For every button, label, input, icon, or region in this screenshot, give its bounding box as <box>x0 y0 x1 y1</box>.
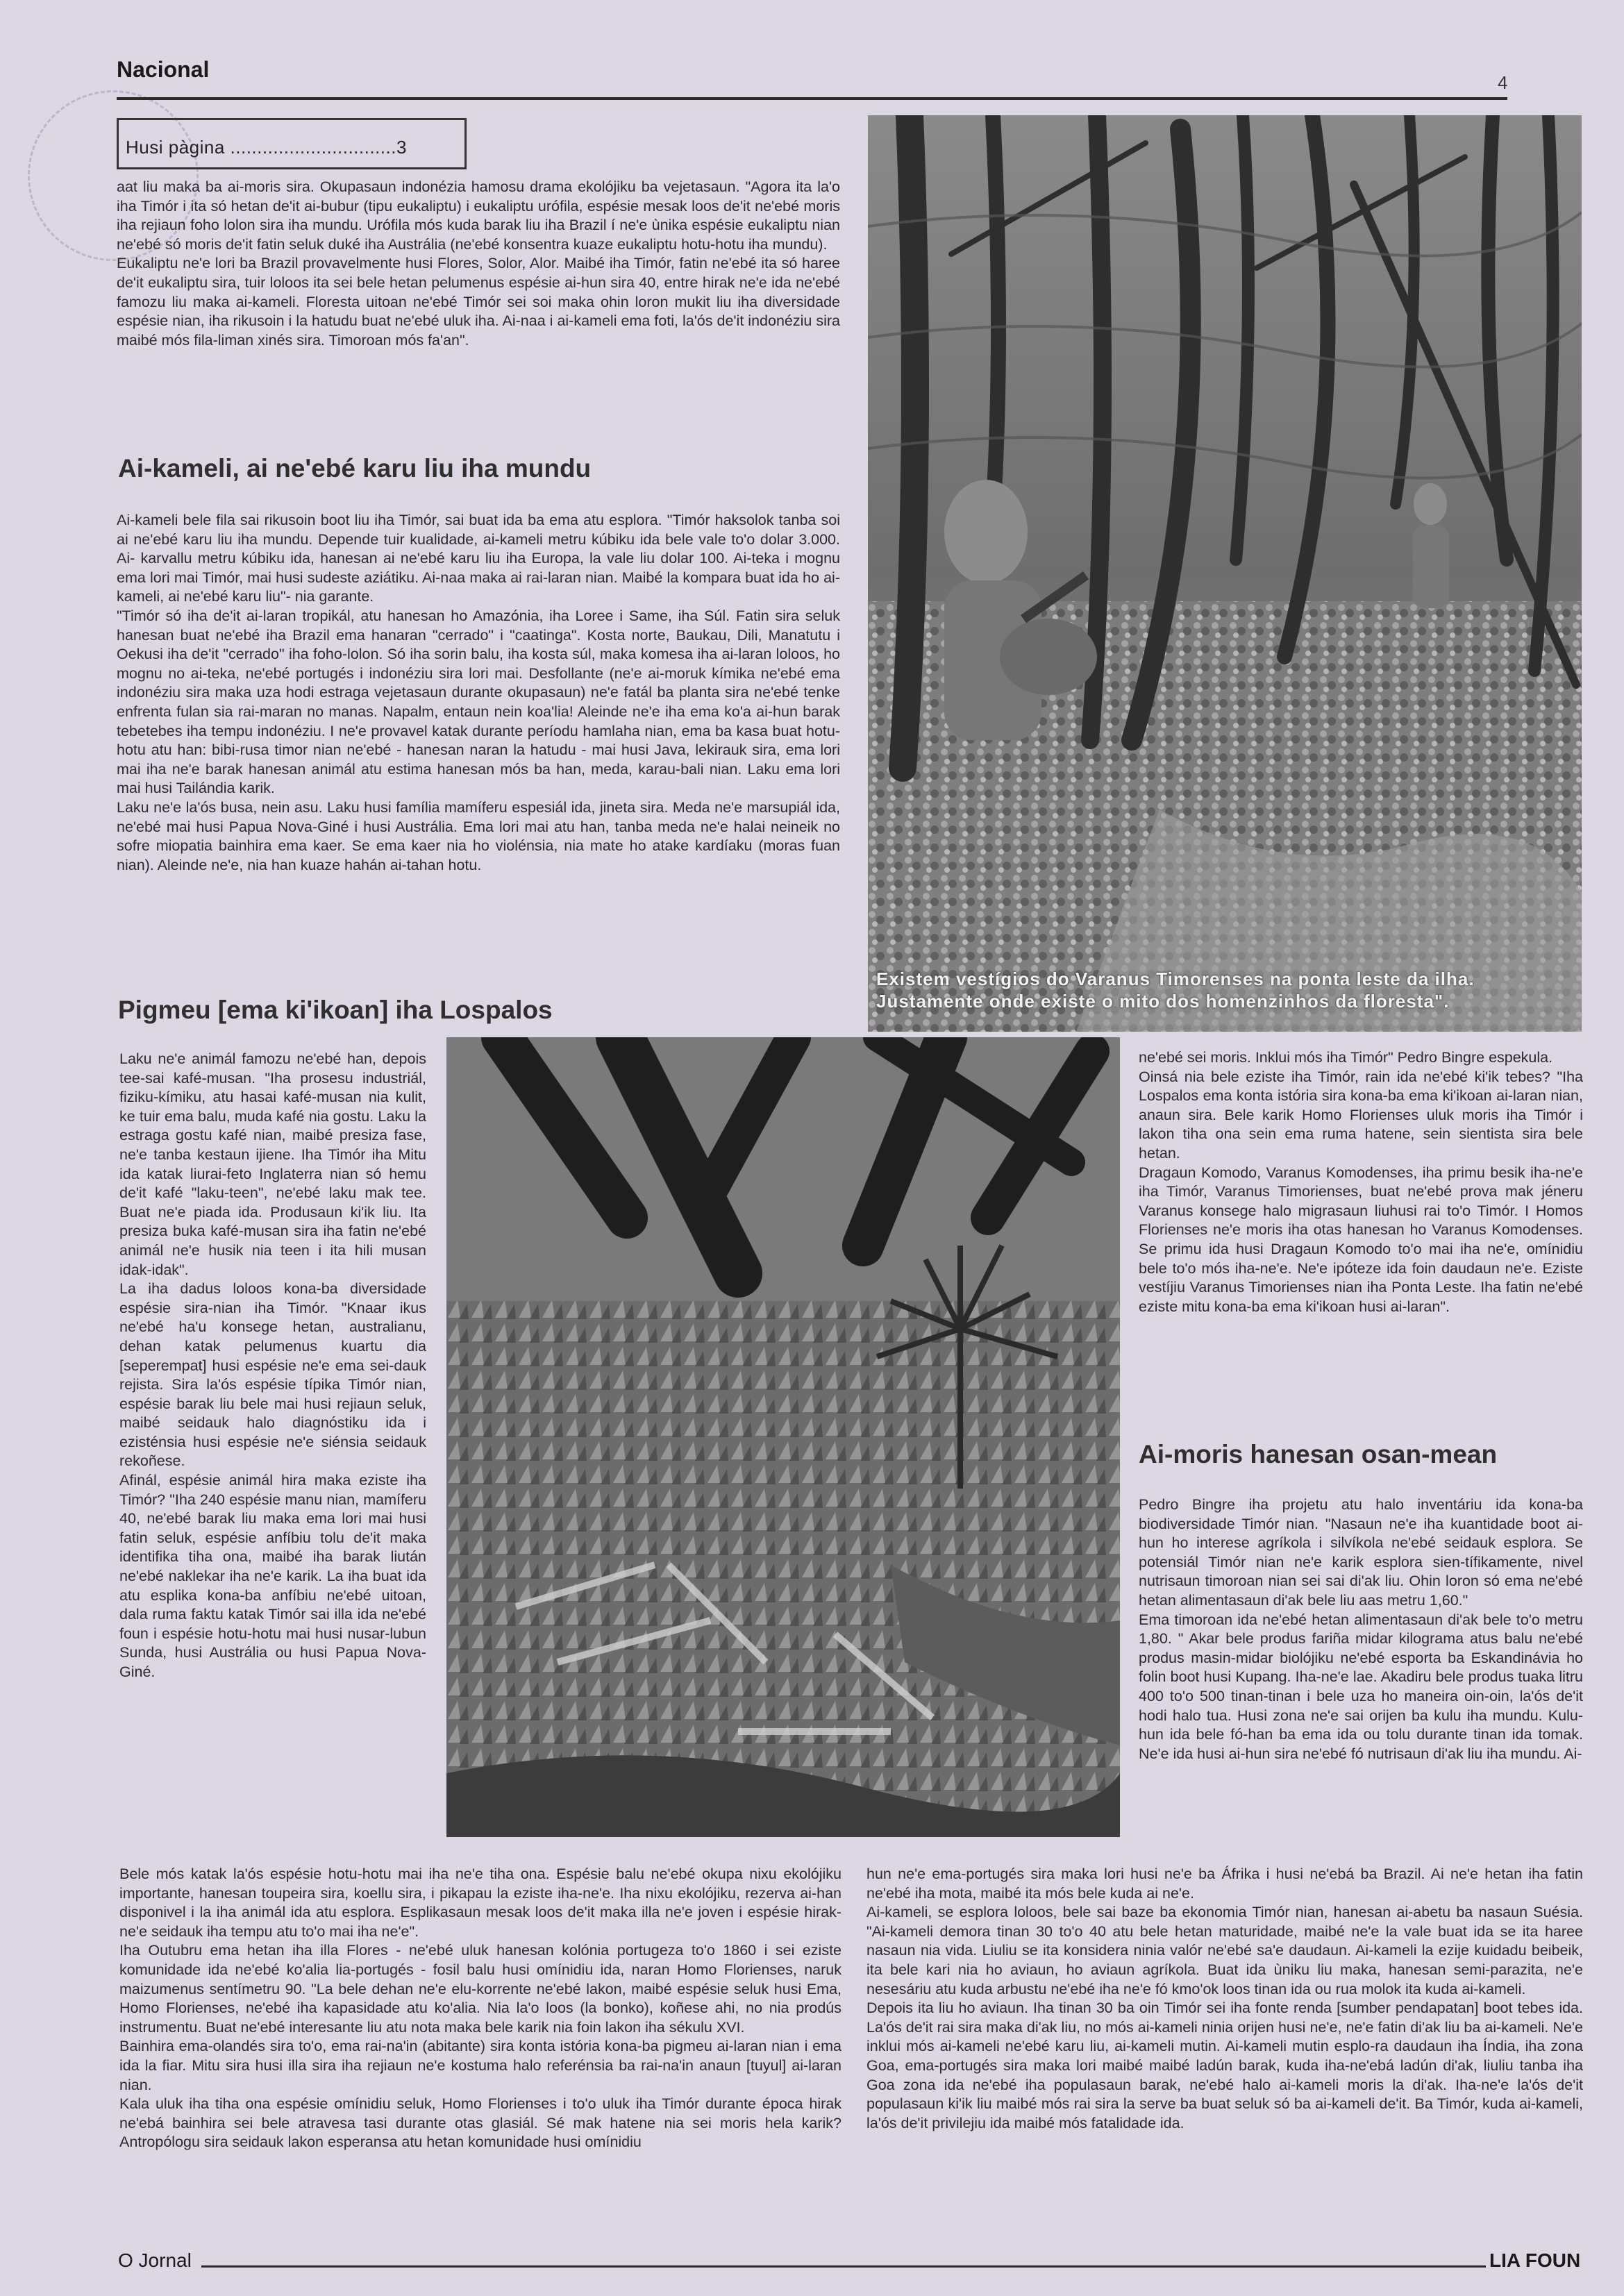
footer-rule <box>201 2265 1486 2268</box>
forest-figures-illustration <box>868 115 1582 1032</box>
heading-ai-moris: Ai-moris hanesan osan-mean <box>1139 1440 1498 1468</box>
paragraph: Ema timoroan ida ne'ebé hetan alimentasaun di'ak bele to'o metru 1,80. " Akar bele produs fariña midar kilograma atus balu ne'ebé produs masin-midar biolójiku ne'ebé esporta ba Eskandinávia ho folin boot husi Kupang. Iha-ne'e lae. Akadiru bele produs tuaka litru 400 to'o 500 tinan-tinan i bele uza ho maneira oin-oin, la'ós de'it hodi halo tua. Husi zona ne'e sai orijen ba kulu iha mundu. Kulu-hun ida bele fó-han ba ema ida ou tolu durante tinan ida tomak. Ne'e ida husi ai-hun sira ne'ebé fó nutrisaun di'ak liu iha mundu. Ai- <box>1139 1611 1583 1762</box>
paragraph: Iha Outubru ema hetan iha illa Flores - ne'ebé uluk hanesan kolónia portugeza to'o 1860 i sei eziste komunidade ida ne'ebé ko'alia lia-portugés - fosil balu husi omínidiu ida, naran Homo Florienses, naruk maizumenus sentímetru 90. "La bele dehan ne'e elu-korrente ne'ebé lakon, maibé espésie seluk husi Ema, Homo Florienses, ne'ebé iha kapasidade atu ko'alia. Nia la'o loos (la bonko), koñese ahi, no nia prodús instrumentu. Buat ne'ebé interesante liu atu nota maka bele karik nia foin lakon iha sékulu XVI. <box>119 1942 842 2036</box>
header-rule <box>117 97 1507 100</box>
paragraph: Kala uluk iha tiha ona espésie omínidiu seluk, Homo Florienses i to'o uluk iha Timór durante época hirak ne'ebá bainhira sei bele atravesa tasi durante otas glasiál. Sé mak hatene nia sei moris hela karik? Antropólogu sira seidauk lakon esperansa atu hetan komunidade husi omínidiu <box>119 2095 842 2151</box>
paragraph: Laku ne'e la'ós busa, nein asu. Laku husi família mamíferu espesiál ida, jineta sira. Meda ne'e marsupiál ida, ne'ebé mai husi Papua Nova-Giné i husi Austrália. Ema lori mai atu han, tanba meda ne'e halai neineik no sofre miopatia bainhira ema kaer. Se ema kaer nia ho violénsia, nia mate ho atake kardíaku (moras fuan nian). Aleinde ne'e, nia han kuaze hahán ai-tahan hotu. <box>117 798 840 873</box>
figure-right <box>1413 483 1449 608</box>
paragraph: Afinál, espésie animál hira maka eziste iha Timór? "Iha 240 espésie manu nian, mamíferu 40, ne'ebé barak liu maka ema lori mai husi fatin seluk, espésie anfíbiu tolu de'it maka identifika tiha ona, maibé iha barak liután ne'ebé naklekar iha ne'e karik. La iha buat ida atu esplika kona-ba anfíbiu ne'ebé uitoan, dala ruma faktu katak Timór sai illa ida ne'ebé foun i espésie hotu-hotu mai husi nusar-lubun Sunda, husi Austrália ou husi Papua Nova-Giné. <box>119 1472 426 1680</box>
paragraph: ne'ebé sei moris. Inklui mós iha Timór" Pedro Bingre espekula. <box>1139 1049 1553 1066</box>
photo-caption: Existem vestígios do Varanus Timorenses na ponta leste da ilha. Justamente onde existe o mito dos homenzinhos da floresta". <box>876 969 1475 1012</box>
heading-pigmeu: Pigmeu [ema ki'ikoan] iha Lospalos <box>118 996 553 1024</box>
page-reference-label: Husi pàgina ...............................3 <box>126 137 407 158</box>
paragraph: Bele mós katak la'ós espésie hotu-hotu mai iha ne'e tiha ona. Espésie balu ne'ebé okupa nixu ekolójiku importante, hanesan toupeira sira, koellu sira, i pikapau la eziste iha-ne'e. Iha nixu ekolójiku, rezerva ai-han disponivel i la iha animál ida atu esplora. Esplikasaun mesak loos de'it maka illa ne'e joven i espésie hirak-ne'e seidauk iha tempu atu to'o mai iha ne'e". <box>119 1866 842 1940</box>
narrow-column <box>119 1050 426 1682</box>
paragraph: "Timór só iha de'it ai-laran tropikál, atu hanesan ho Amazónia, iha Loree i Same, iha Súl. Fatin sira seluk hanesan buat ne'ebé iha Brazil ema hanaran "cerrado" i "caatinga". Kosta norte, Baukau, Dili, Manatutu i Oekusi iha de'it "cerrado" iha foho-lolon. Só iha sorin balu, iha kosta súl, maka komesa iha ai-laran loloos, ho mognu no ai-teka, ne'ebé portugés i indonéziu sira lori mai. Desfollante (ne'e ai-moruk kímika ne'ebé ema indonéziu sira maka uza hodi estraga vejetasaun durante okupasaun) ne'e fatál ba planta sira ne'ebé tenke enfrenta fulan sia rai-maran no manas. Napalm, entaun nein koa'lia! Aleinde ne'e iha ema ko'a ai-hun barak tebetebes iha tempu indonéziu. I ne'e provavel katak durante períodu hamlaha nian, ema ba kasa buat hotu-hotu atu han: bibi-rusa timor nian ne'ebé - hanesan naran la hatudu - mai husi Java, lekirauk sira, ema lori mai iha ne'e barak hanesan animál atu estima hanesan mós ba han, meda, karau-bali nian. Laku ema lori mai husi Tailándia karik. <box>117 607 840 797</box>
paragraph: Bainhira ema-olandés sira to'o, ema rai-na'in (abitante) sira konta istória kona-ba pigmeu ai-laran nian i ema ida la fiar. Mitu sira husi illa sira iha rejiaun ne'e kostuma halo referénsia ba rai-na'in anaun [tuyul] ai-laran nian. <box>119 2038 842 2093</box>
paragraph: hun ne'e ema-portugés sira maka lori husi ne'e ba Áfrika i husi ne'ebá ba Brazil. Ai ne'e hetan iha fatin ne'ebé iha mota, maibé ita mós bele kuda ai ne'e. <box>867 1866 1583 1902</box>
footer-publication: O Jornal <box>118 2249 192 2271</box>
paragraph: Pedro Bingre iha projetu atu halo inventáriu ida kona-ba biodiversidade Timór nian. "Nasaun ne'e iha kuantidade boot ai-hun ho interese agríkola i silvíkola ne'ebé seidauk esplora. Se potensiál Timór nian ne'e karik esplora sien-tífikamente, nivel nutrisaun timoroan nian sei sai di'ak liu. Ohin loron só ema ne'ebé hetan alimentasaun di'ak bele liu aas metru 1,60." <box>1139 1496 1583 1609</box>
page-reference-box <box>117 118 467 169</box>
paragraph: Depois ita liu ho aviaun. Iha tinan 30 ba oin Timór sei iha fonte renda [sumber pendapatan] boot tebes ida. La'ós de'it rai sira maka di'ak liu, no mós ai-kameli ninia orijen husi ne'e, ne'e fatin di'ak liu ba ai-kameli. Ne'e inklui mós ai-kameli ne'ebé karu liu, ai-kameli mutin. Ai-kameli mutin esplo-ra daudaun iha Índia, iha zona Goa, ema-portugés sira maka lori maibé maibé ladún barak, kuda iha-ne'ebá ladún di'ak, liuliu tanba iha Goa zona ida ne'ebé iha populasaun barak, ne'ebé halo ai-kameli moris la di'ak. Iha-ne'e la'ós de'it populasaun ki'ik liu maibé mós rai sira la serve ba buat seluk só ba ai-kameli de'it. Ba Timór, kuda ai-kameli, la'ós de'it privilejiu ida maibé mós fatalidade ida. <box>867 2000 1583 2131</box>
page-number: 4 <box>1498 72 1508 93</box>
paragraph: Ai-kameli, se esplora loloos, bele sai baze ba ekonomia Timór nian, hanesan ai-abetu ba nasaun Suésia. "Ai-kameli demora tinan 30 to'o 40 atu bele hetan maturidade, maibé ne'e la vale buat ida se ita haree nasaun nia vida. Liuliu se ita konsidera ninia valór ne'ebé sa'e daudaun. Ai-kameli la ezije kuidadu beibeik, ita bele kari nia ho aviaun, ho aviaun agríkola. Buat ida ùniku liu maka, hanesan semi-parazita, ne'e nesesáriu atu kuda arbustu ne'ebé iha ne'e fó kmo'ok loos tinan ida ou rua molok ita kuda ai-kameli. <box>867 1904 1583 1997</box>
paragraph: Ai-kameli bele fila sai rikusoin boot liu iha Timór, sai buat ida ba ema atu esplora. "Timór haksolok tanba soi ai ne'ebé karu liu iha mundu. Depende tuir kualidade, ai-kameli metru kúbiku ida bele vale to'o dolar 3.000. Ai- karvallu metru kúbiku ida, hanesan ai ne'ebé karu liu iha Europa, la vale liu dolar 100. Ai-teka i mognu ema lori mai Timór, mai husi sudeste aziátiku. Ai-naa maka ai rai-laran nian. Maibé la kompara buat ida ho ai-kameli, ai ne'ebé karu liu"- nia garante. <box>117 512 840 605</box>
paragraph: Eukaliptu ne'e lori ba Brazil provavelmente husi Flores, Solor, Alor. Maibé iha Timór, fatin ne'ebé ita só haree de'it eukaliptu sira, tuir loloos ita sei bele hetan pelumenus espésie ai-hun sira 40, entre hirak ne'e ida ne'ebé famozu liu maka ai-kameli. Floresta uitoan ne'ebé Timór sei soi maka ohin loron mukit liu iha diversidade espésie nian, iha rikusoin i la hatudu buat ne'ebé uluk iha. Ai-naa i ai-kameli ema foti, la'ós de'it indonéziu sira maibé mós fila-liman xinés sira. Timoroan mós fa'an". <box>117 255 840 349</box>
footer-section: LIA FOUN <box>1489 2249 1581 2271</box>
paragraph: Dragaun Komodo, Varanus Komodenses, iha primu besik iha-ne'e iha Timór, Varanus Timorienses, buat ne'ebé prova mak jéneru Varanus konsege halo migrasaun liuhusi rai to'o Timór. I Homos Florienses ne'e moris iha otas hanesan ho Varanus Komodenses. Se primu ida husi Dragaun Komodo to'o mai iha ne'e, omínidiu bele to'o mós iha-ne'e. Ne'e ipóteze ida foin daudaun ne'e. Eziste vestíjiu Varanus Timorienses nian iha Ponta Leste. Iha fatin ne'ebé eziste mitu kona-ba ema ki'ikoan husi ai-laran". <box>1139 1164 1583 1315</box>
paragraph: Laku ne'e animál famozu ne'ebé han, depois tee-sai kafé-musan. "Iha prosesu industriál, fiziku-kímiku, atu hasai kafé-musan nia kulit, ke tuir ema balu, muda kafé nia gostu. Laku la estraga gostu kafé nian, maibé presiza fase, ne'e tanba kestaun ijiene. Iha Timór iha Mitu ida katak liurai-feto Inglaterra nian só hemu de'it kafé "laku-teen", ne'ebé laku mak tee. Buat ne'e piada ida. Produsaun ki'ik liu. Ita presiza buka kafé-musan sira iha fatin ne'ebé animál ne'e husik nia teen i ita hili musan idak-idak". <box>119 1050 426 1278</box>
heading-ai-kameli: Ai-kameli, ai ne'ebé karu liu iha mundu <box>118 454 592 483</box>
paragraph: Oinsá nia bele eziste iha Timór, rain ida ne'ebé ki'ik tebes? "Iha Lospalos ema konta istória sira kona-ba ema ki'ikoan ai-laran nian, anaun sira. Bele karik Homo Florienses uluk moris iha Timór i lakon tiha ona sein ema ruma hatene, sein sientista sira bele hetan. <box>1139 1068 1583 1162</box>
section-title: Nacional <box>117 57 210 82</box>
paragraph: aat liu maka ba ai-moris sira. Okupasaun indonézia hamosu drama ekolójiku ba vejetasaun. "Agora ita la'o iha Timór i ita só hetan de'it ai-bubur (tipu eukaliptu) i eukaliptu urófila, espésie mesak loos de'it ne'ebé moris iha rejiaun foho lolon sira iha mundu. Urófila mós kuda barak liu iha Brazil í ne'e ùnika espésie eukaliptu nian ne'ebé só moris de'it fatin seluk duké iha Austrália (ne'ebé konsentra kuaze eukaliptu hotu-hotu iha mundu). <box>117 178 840 253</box>
bottom-left-column <box>119 1865 842 2152</box>
bottom-right-column <box>867 1865 1583 2133</box>
forest-figures-photo <box>868 115 1582 1032</box>
forest-illustration <box>446 1037 1120 1837</box>
ai-kameli-column <box>117 511 840 875</box>
paragraph: La iha dadus loloos kona-ba diversidade espésie sira-nian iha Timór. "Knaar ikus ne'ebé ha'u konsege hetan, australianu, dehan katak pelumenus kuartu dia [seperempat] husi espésie ne'e ema sei-dauk rejista. Sira la'ós espésie típika Timór nian, espésie barak liu bele mai husi rejiaun seluk, maibé seidauk halo diagnóstiku ida i ezisténsia husi espésie ne'e siénsia seidauk rekoñese. <box>119 1280 426 1470</box>
right-column-mid <box>1139 1495 1583 1763</box>
intro-column <box>117 178 840 350</box>
right-column-top <box>1139 1048 1583 1316</box>
forest-photo <box>446 1037 1120 1837</box>
